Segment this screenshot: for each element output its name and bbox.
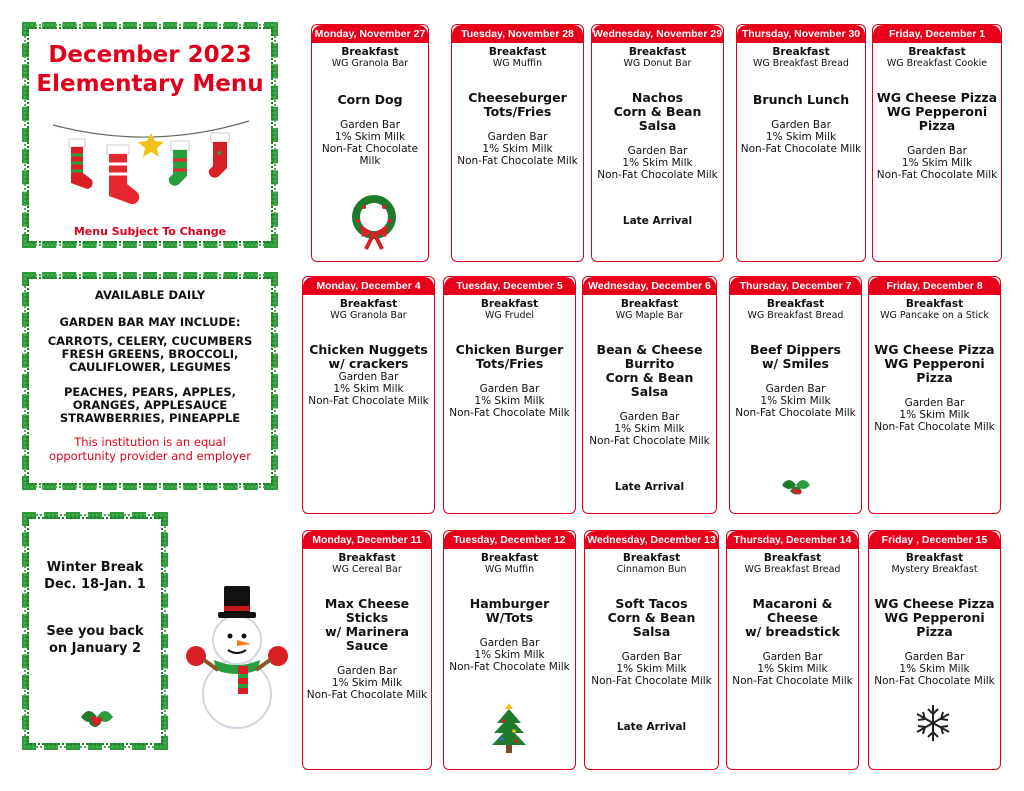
lunch-entree	[871, 343, 998, 385]
side-item: Non-Fat Chocolate Milk	[449, 661, 570, 673]
day-card	[591, 24, 724, 262]
entree-line: w/ crackers	[328, 356, 409, 371]
breakfast-label: Breakfast	[620, 298, 679, 310]
side-item: 1% Skim Milk	[614, 423, 685, 435]
veg-line: FRESH GREENS, BROCCOLI,	[61, 347, 239, 361]
lunch-entree	[729, 597, 856, 639]
side-item: Garden Bar	[904, 397, 965, 409]
snowflake-icon	[913, 703, 953, 743]
entree-line: WG Cheese Pizza	[874, 596, 995, 611]
entree-line: WG Pepperoni Pizza	[884, 356, 985, 385]
lunch-entree	[585, 343, 714, 399]
lunch-entree	[454, 91, 581, 119]
side-item: Garden Bar	[619, 411, 680, 423]
day-card	[872, 24, 1002, 262]
day-card	[726, 530, 859, 770]
side-item: Non-Fat Chocolate Milk	[597, 169, 718, 181]
breakfast-label: Breakfast	[905, 552, 964, 564]
breakfast-item: Cinnamon Bun	[616, 564, 687, 575]
side-item: 1% Skim Milk	[333, 383, 404, 395]
side-item: 1% Skim Milk	[757, 663, 828, 675]
breakfast-item: WG Breakfast Bread	[744, 564, 841, 575]
day-header: Thursday, November 30	[737, 25, 865, 43]
side-item: Non-Fat Chocolate Milk	[735, 407, 856, 419]
veg-list	[29, 335, 271, 374]
entree-line: WG Pepperoni Pizza	[886, 104, 988, 133]
entree-line: Bean & Cheese Burrito	[596, 342, 703, 371]
breakfast-label: Breakfast	[338, 552, 396, 564]
lunch-entree	[446, 597, 573, 625]
breakfast-item: WG Muffin	[492, 58, 543, 69]
side-item: Non-Fat Chocolate Milk	[321, 143, 419, 167]
day-header: Wednesday, December 6	[583, 277, 716, 295]
entree-line: w/ breadstick	[745, 624, 840, 639]
breakfast-item: WG Frudel	[485, 310, 534, 321]
day-header: Wednesday, November 29	[592, 25, 723, 43]
side-item: 1% Skim Milk	[616, 663, 687, 675]
side-item: Garden Bar	[487, 131, 548, 143]
breakfast-label: Breakfast	[622, 552, 681, 564]
wreath-icon	[350, 195, 398, 251]
side-item: 1% Skim Milk	[899, 409, 970, 421]
side-item: Non-Fat Chocolate Milk	[876, 169, 998, 181]
breakfast-label: Breakfast	[480, 298, 539, 310]
day-card	[302, 530, 432, 770]
day-card	[302, 276, 435, 514]
side-item: Garden Bar	[621, 651, 682, 663]
late-arrival: Late Arrival	[616, 721, 687, 733]
side-item: Garden Bar	[627, 145, 688, 157]
day-header: Tuesday, December 12	[444, 531, 575, 549]
breakfast-item: WG Maple Bar	[615, 310, 684, 321]
entree-line: WG Pepperoni Pizza	[884, 610, 985, 639]
side-item: 1% Skim Milk	[474, 649, 545, 661]
day-header: Thursday, December 14	[727, 531, 858, 549]
entree-line: Corn Dog	[337, 92, 403, 107]
entree-line: w/ Smiles	[762, 356, 829, 371]
lunch-entree	[314, 93, 426, 107]
side-item: Garden Bar	[340, 119, 400, 131]
day-header: Friday , December 15	[869, 531, 1000, 549]
fruit-line: STRAWBERRIES, PINEAPPLE	[59, 411, 241, 425]
breakfast-item: WG Granola Bar	[331, 58, 409, 69]
breakfast-item: WG Muffin	[484, 564, 535, 575]
see-you-text: See you back on January 2	[46, 624, 144, 656]
sides	[446, 637, 573, 673]
available-heading: AVAILABLE DAILY	[94, 288, 206, 302]
snowman-icon	[182, 582, 292, 732]
lunch-entree	[305, 343, 432, 371]
breakfast-item: WG Breakfast Cookie	[886, 58, 988, 69]
breakfast-item: WG Cereal Bar	[332, 564, 402, 575]
entree-line: Chicken Burger	[455, 342, 564, 357]
breakfast-label: Breakfast	[480, 552, 539, 564]
day-header: Tuesday, November 28	[452, 25, 583, 43]
lunch-entree	[875, 91, 999, 133]
day-header: Monday, December 4	[303, 277, 434, 295]
equal-opportunity: This institution is an equal opportunity provider and employer	[49, 435, 251, 463]
holly-icon	[780, 473, 814, 501]
page-title: December 2023 Elementary Menu	[36, 42, 264, 97]
breakfast-label: Breakfast	[763, 552, 822, 564]
entree-line: Hamburger	[469, 596, 550, 611]
entree-line: Chicken Nuggets	[309, 342, 428, 357]
entree-line: Brunch Lunch	[752, 92, 850, 107]
side-item: 1% Skim Milk	[622, 157, 693, 169]
sides	[739, 119, 863, 155]
winter-break-text: Winter Break Dec. 18-Jan. 1	[44, 560, 146, 592]
side-item: Non-Fat Chocolate Milk	[591, 675, 712, 687]
side-item: Garden Bar	[479, 637, 540, 649]
day-header: Thursday, December 7	[730, 277, 861, 295]
lunch-entree	[594, 91, 721, 133]
breakfast-item: WG Granola Bar	[330, 310, 407, 321]
day-card	[729, 276, 862, 514]
entree-line: Nachos	[631, 90, 684, 105]
side-item: Garden Bar	[907, 145, 967, 157]
breakfast-label: Breakfast	[905, 298, 964, 310]
entree-line: Corn & Bean Salsa	[607, 610, 696, 639]
side-item: Garden Bar	[337, 665, 397, 677]
breakfast-item: WG Donut Bar	[623, 58, 692, 69]
side-item: 1% Skim Milk	[331, 677, 403, 689]
breakfast-item: WG Breakfast Bread	[753, 58, 849, 69]
side-item: Garden Bar	[338, 371, 399, 383]
day-card	[443, 276, 576, 514]
day-header: Tuesday, December 5	[444, 277, 575, 295]
sides	[314, 119, 426, 167]
day-header: Monday, December 11	[303, 531, 431, 549]
side-item: Garden Bar	[904, 651, 965, 663]
lunch-entree	[732, 343, 859, 371]
christmas-tree-icon	[490, 701, 528, 755]
sides	[732, 383, 859, 419]
day-card	[443, 530, 576, 770]
entree-line: Max Cheese Sticks	[324, 596, 410, 625]
holly-icon	[77, 701, 117, 735]
lunch-entree	[587, 597, 716, 639]
sides	[871, 651, 998, 687]
side-item: Non-Fat Chocolate Milk	[306, 689, 428, 701]
day-card	[451, 24, 584, 262]
side-item: 1% Skim Milk	[474, 395, 545, 407]
sides	[594, 145, 721, 181]
lunch-entree	[871, 597, 998, 639]
breakfast-label: Breakfast	[908, 46, 966, 58]
side-item: 1% Skim Milk	[901, 157, 973, 169]
veg-line: CAULIFLOWER, LEGUMES	[68, 360, 231, 374]
day-card	[311, 24, 429, 262]
side-item: 1% Skim Milk	[765, 131, 837, 143]
entree-line: W/Tots	[485, 610, 534, 625]
day-card	[584, 530, 719, 770]
breakfast-item: Mystery Breakfast	[891, 564, 978, 575]
side-item: Non-Fat Chocolate Milk	[589, 435, 710, 447]
side-item: 1% Skim Milk	[334, 131, 406, 143]
sides	[729, 651, 856, 687]
lunch-entree	[305, 597, 429, 653]
fruit-line: ORANGES, APPLESAUCE	[72, 398, 228, 412]
breakfast-item: WG Breakfast Bread	[747, 310, 844, 321]
breakfast-item: WG Pancake on a Stick	[880, 310, 989, 321]
late-arrival: Late Arrival	[622, 215, 693, 227]
breakfast-label: Breakfast	[341, 46, 399, 58]
side-item: Non-Fat Chocolate Milk	[874, 675, 995, 687]
side-item: Garden Bar	[771, 119, 831, 131]
breakfast-label: Breakfast	[772, 46, 830, 58]
sides	[305, 665, 429, 701]
breakfast-label: Breakfast	[628, 46, 687, 58]
title-box	[22, 22, 278, 248]
day-header: Wednesday, December 13	[585, 531, 718, 549]
available-daily-box	[22, 272, 278, 490]
side-item: Non-Fat Chocolate Milk	[732, 675, 853, 687]
late-arrival: Late Arrival	[614, 481, 685, 493]
side-item: Non-Fat Chocolate Milk	[308, 395, 429, 407]
side-item: Non-Fat Chocolate Milk	[740, 143, 862, 155]
entree-line: Beef Dippers	[750, 342, 841, 357]
side-item: Non-Fat Chocolate Milk	[457, 155, 578, 167]
day-card	[582, 276, 717, 514]
side-item: Non-Fat Chocolate Milk	[874, 421, 995, 433]
sides	[871, 397, 998, 433]
lunch-entree	[446, 343, 573, 371]
side-item: 1% Skim Milk	[482, 143, 553, 155]
side-item: Garden Bar	[765, 383, 826, 395]
side-item: Non-Fat Chocolate Milk	[449, 407, 570, 419]
sides	[454, 131, 581, 167]
day-header: Friday, December 8	[869, 277, 1000, 295]
breakfast-label: Breakfast	[766, 298, 825, 310]
entree-line: WG Cheese Pizza	[874, 342, 995, 357]
winter-break-box	[22, 512, 168, 750]
entree-line: WG Cheese Pizza	[876, 90, 998, 105]
day-card	[736, 24, 866, 262]
side-item: Garden Bar	[479, 383, 540, 395]
day-card	[868, 530, 1001, 770]
entree-line: Cheeseburger	[468, 90, 567, 105]
lunch-entree	[739, 93, 863, 107]
entree-line: Soft Tacos	[615, 596, 688, 611]
sides	[587, 651, 716, 687]
entree-line: Corn & Bean Salsa	[605, 370, 694, 399]
veg-line: CARROTS, CELERY, CUCUMBERS	[47, 334, 253, 348]
breakfast-label: Breakfast	[488, 46, 547, 58]
side-item: Garden Bar	[762, 651, 823, 663]
day-header: Friday, December 1	[873, 25, 1001, 43]
fruit-line: PEACHES, PEARS, APPLES,	[63, 385, 237, 399]
side-item: 1% Skim Milk	[760, 395, 831, 407]
menu-note: Menu Subject To Change	[73, 225, 227, 238]
entree-line: w/ Marinera Sauce	[325, 624, 409, 653]
fruit-list	[29, 386, 271, 425]
entree-line: Tots/Fries	[483, 104, 552, 119]
entree-line: Macaroni & Cheese	[752, 596, 833, 625]
garden-heading: GARDEN BAR MAY INCLUDE:	[59, 315, 241, 329]
entree-line: Corn & Bean Salsa	[613, 104, 702, 133]
breakfast-label: Breakfast	[339, 298, 398, 310]
entree-line: Tots/Fries	[475, 356, 544, 371]
sides	[446, 383, 573, 419]
stockings-garland-icon	[51, 111, 251, 206]
sides	[305, 371, 432, 407]
side-item: 1% Skim Milk	[899, 663, 970, 675]
sides	[875, 145, 999, 181]
day-header: Monday, November 27	[312, 25, 428, 43]
day-card	[868, 276, 1001, 514]
sides	[585, 411, 714, 447]
